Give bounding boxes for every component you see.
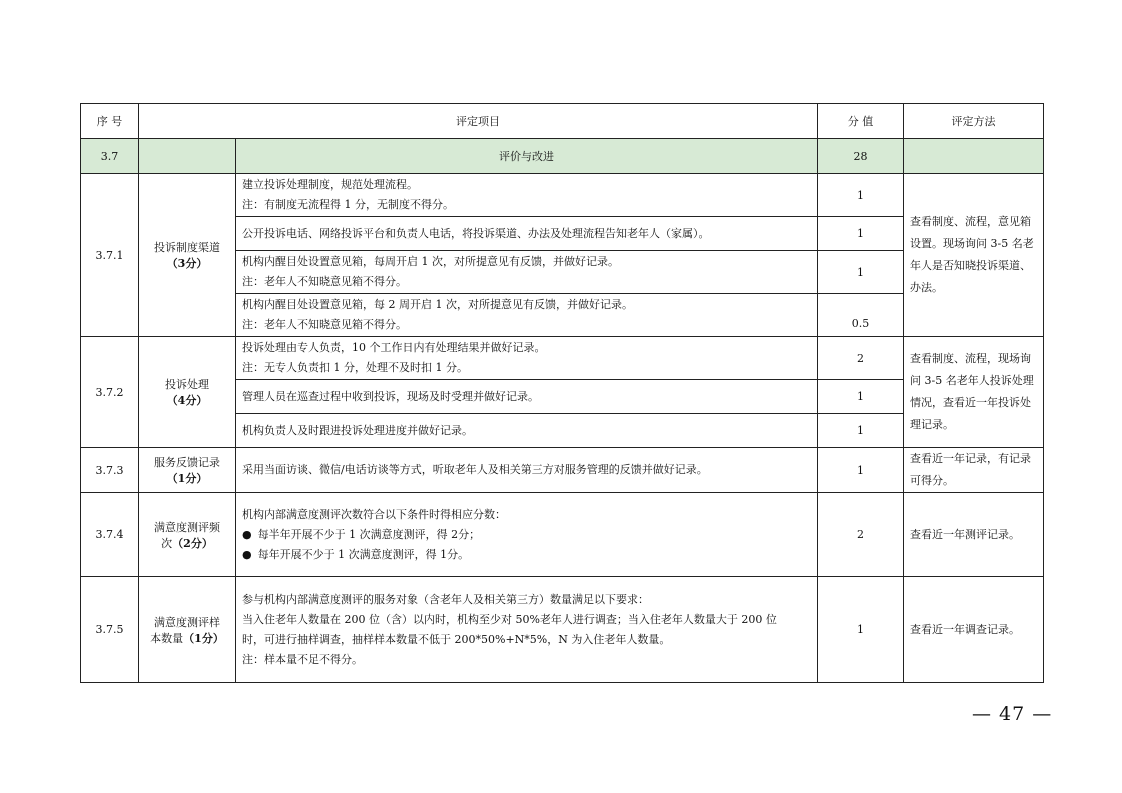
item-line: 机构内醒目处设置意见箱，每 2 周开启 1 次，对所提意见有反馈，并做好记录。 — [242, 298, 633, 311]
item-note: 注：样本量不足不得分。 — [242, 652, 363, 666]
item-note: 注：无专人负责扣 1 分，处理不及时扣 1 分。 — [242, 361, 468, 374]
group-name — [139, 337, 236, 448]
group-name-cont — [145, 630, 229, 646]
item-text — [236, 174, 818, 217]
group-method: 查看制度、流程，意见箱设置。现场询问 3-5 名老年人是否知晓投诉渠道、办法。 — [904, 174, 1044, 337]
header-seq: 序 号 — [81, 104, 139, 139]
group-points: （2分） — [172, 536, 213, 550]
group-name — [139, 174, 236, 337]
item-score: 1 — [818, 577, 904, 683]
item-score: 1 — [818, 251, 904, 294]
item-text — [236, 251, 818, 294]
item-text — [236, 448, 818, 493]
group-name — [139, 448, 236, 493]
section-title: 评价与改进 — [236, 139, 818, 174]
group-points: （3分） — [166, 257, 208, 270]
group-seq: 3.7.5 — [81, 577, 139, 683]
item-score: 2 — [818, 493, 904, 577]
section-seq: 3.7 — [81, 139, 139, 174]
item-line: 投诉处理由专人负责，10 个工作日内有处理结果并做好记录。 — [242, 341, 546, 354]
item-score: 0.5 — [818, 294, 904, 337]
page-number: — 47 — — [972, 703, 1053, 725]
item-line: 公开投诉电话、网络投诉平台和负责人电话，将投诉渠道、办法及处理流程告知老年人（家属）。 — [242, 226, 710, 240]
item-text — [236, 217, 818, 251]
item-text — [236, 294, 818, 337]
header-score: 分 值 — [818, 104, 904, 139]
item-note: 注：老年人不知晓意见箱不得分。 — [242, 318, 407, 331]
item-line: 建立投诉处理制度，规范处理流程。 — [242, 178, 418, 191]
group-points: （1分） — [166, 472, 208, 485]
item-line: 管理人员在巡查过程中收到投诉，现场及时受理并做好记录。 — [242, 389, 539, 403]
item-score: 1 — [818, 448, 904, 493]
group-points: （4分） — [166, 394, 208, 407]
table-row — [81, 337, 1044, 380]
item-text — [236, 577, 818, 683]
table-header-row — [81, 104, 1044, 139]
item-text — [236, 337, 818, 380]
section-blank — [139, 139, 236, 174]
group-seq: 3.7.3 — [81, 448, 139, 493]
item-text — [236, 414, 818, 448]
item-score: 1 — [818, 217, 904, 251]
item-line: 当入住老年人数量在 200 位（含）以内时，机构至少对 50%老年人进行调查；当入住老年人数量大于 200 位 — [242, 612, 777, 626]
item-score: 2 — [818, 337, 904, 380]
group-seq: 3.7.2 — [81, 337, 139, 448]
item-score: 1 — [818, 174, 904, 217]
item-line: 采用当面访谈、微信/电话访谈等方式，听取老年人及相关第三方对服务管理的反馈并做好记录。 — [242, 463, 708, 476]
group-name-text: 满意度测评频 — [154, 520, 220, 534]
section-method-blank — [904, 139, 1044, 174]
group-name-cont — [145, 535, 229, 551]
group-method: 查看近一年调查记录。 — [904, 577, 1044, 683]
bullet-item: ● 每年开展不少于 1 次满意度测评，得 1分。 — [242, 545, 811, 565]
item-text — [236, 380, 818, 414]
section-score: 28 — [818, 139, 904, 174]
group-name-text: 投诉制度渠道 — [154, 241, 220, 254]
group-name-text-2: 次 — [161, 536, 173, 550]
item-note: 注：老年人不知晓意见箱不得分。 — [242, 275, 407, 288]
item-line: 时，可进行抽样调查，抽样样本数量不低于 200*50%+N*5%，N 为入住老年人数量。 — [242, 632, 671, 646]
item-score: 1 — [818, 414, 904, 448]
group-method: 查看制度、流程，现场询问 3-5 名老年人投诉处理情况，查看近一年投诉处理记录。 — [904, 337, 1044, 448]
group-points: （1分） — [183, 631, 224, 645]
item-line: 机构内部满意度测评次数符合以下条件时得相应分数： — [242, 507, 506, 521]
group-method: 查看近一年测评记录。 — [904, 493, 1044, 577]
assessment-table — [80, 103, 1044, 683]
table-row — [81, 493, 1044, 577]
table-row — [81, 577, 1044, 683]
section-row — [81, 139, 1044, 174]
item-line: 参与机构内部满意度测评的服务对象（含老年人及相关第三方）数量满足以下要求： — [242, 592, 649, 606]
group-name-text-2: 本数量 — [150, 631, 184, 645]
group-seq: 3.7.4 — [81, 493, 139, 577]
bullet-item: ● 每半年开展不少于 1 次满意度测评，得 2分； — [242, 525, 811, 545]
item-text — [236, 493, 818, 577]
header-method: 评定方法 — [904, 104, 1044, 139]
item-note: 注：有制度无流程得 1 分，无制度不得分。 — [242, 198, 454, 211]
table-row — [81, 448, 1044, 493]
item-score: 1 — [818, 380, 904, 414]
group-name-text: 满意度测评样 — [154, 615, 220, 629]
group-method: 查看近一年记录，有记录可得分。 — [904, 448, 1044, 493]
item-line: 机构负责人及时跟进投诉处理进度并做好记录。 — [242, 423, 473, 437]
group-name — [139, 577, 236, 683]
group-name-text: 投诉处理 — [165, 378, 209, 391]
group-name-text: 服务反馈记录 — [154, 456, 220, 469]
item-line: 机构内醒目处设置意见箱，每周开启 1 次，对所提意见有反馈，并做好记录。 — [242, 255, 619, 268]
group-name — [139, 493, 236, 577]
table-row — [81, 174, 1044, 217]
group-seq: 3.7.1 — [81, 174, 139, 337]
header-item: 评定项目 — [139, 104, 818, 139]
